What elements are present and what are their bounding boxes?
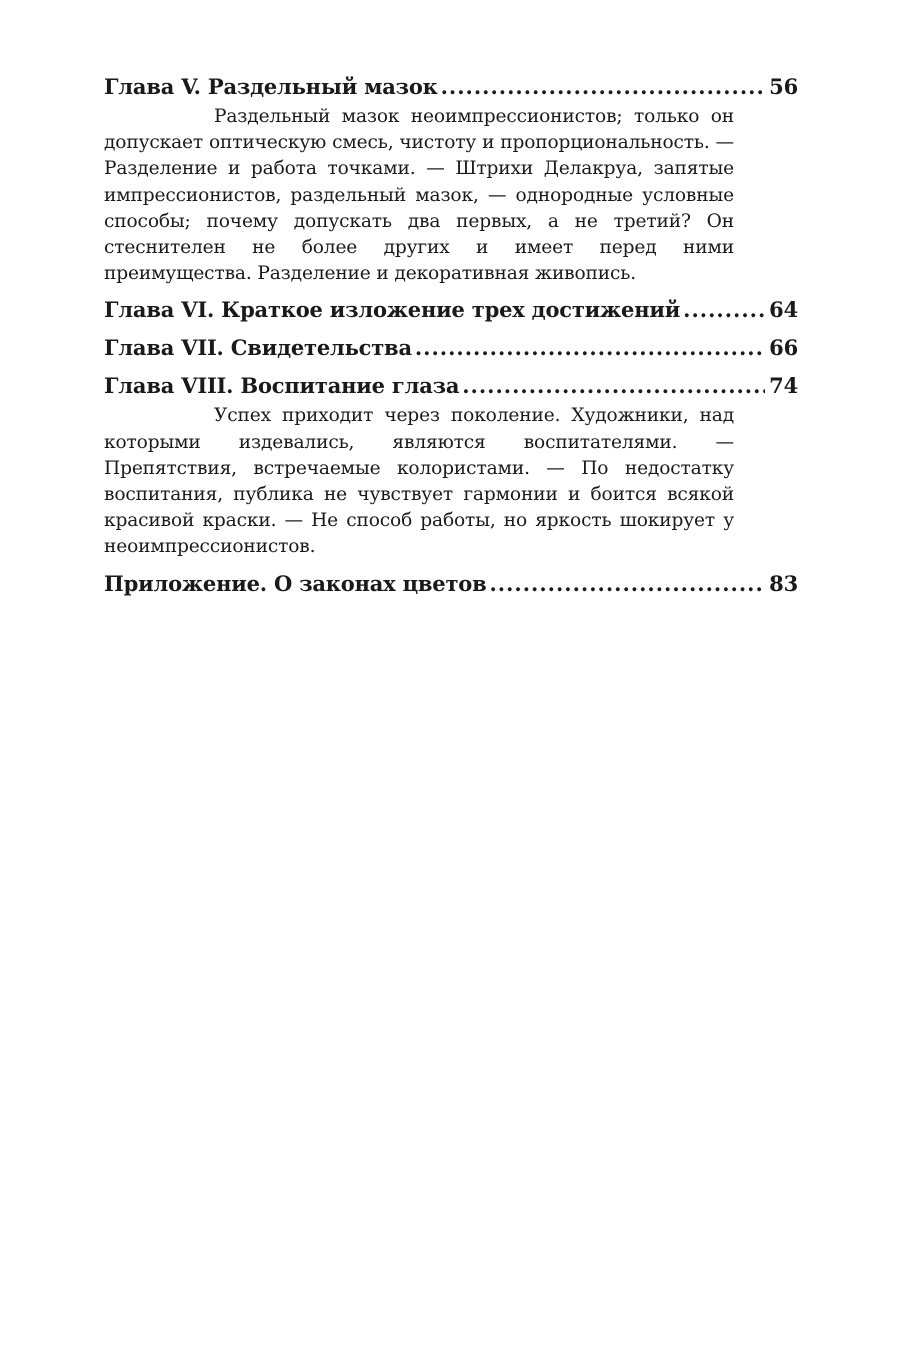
chapter-summary: Успех приходит через поколение. Художники, над которыми издевались, являются воспитателями. — Препятствия, встречаемые колористами. — По недостатку воспитания, публика не чувствует гармонии и боится всякой красивой краски. — Не способ работы, но яркость шокирует у неоимпрессионистов. (104, 405, 734, 558)
page-number: 64 (769, 297, 798, 323)
dot-leader (489, 567, 765, 601)
toc-entry-chapter-7 (104, 331, 798, 365)
toc-entry-heading (104, 70, 798, 104)
chapter-title: Глава VI. Краткое изложение трех достижений (104, 297, 681, 323)
chapter-title: Глава VIII. Воспитание глаза (104, 373, 460, 399)
chapter-title: Глава VII. Свидетельства (104, 335, 412, 361)
chapter-title: Приложение. О законах цветов (104, 570, 487, 596)
page-number: 74 (769, 373, 798, 399)
toc-entry-chapter-5 (104, 70, 798, 287)
toc-entry-heading (104, 369, 798, 403)
page-number: 56 (769, 74, 798, 99)
dot-leader (415, 331, 765, 365)
chapter-summary: Раздельный мазок неоимпрессионистов; только он допускает оптическую смесь, чистоту и пропорциональность. — Разделение и работа точками. — Штрихи Делакруа, запятые импрессионистов, раздельный мазок, — однородные условные способы; почему допускать два первых, а не третий? Он стеснителен не более других и имеет перед ними преимущества. Разделение и декоративная живопись. (104, 106, 734, 285)
toc-entry-heading (104, 293, 798, 327)
toc-entry-appendix (104, 567, 798, 601)
toc-entry-heading (104, 331, 798, 365)
table-of-contents (104, 70, 798, 601)
toc-entry-chapter-6 (104, 293, 798, 327)
page-number: 83 (769, 570, 798, 596)
dot-leader (441, 70, 766, 104)
dot-leader (462, 369, 765, 403)
toc-entry-heading (104, 567, 798, 601)
toc-entry-chapter-8 (104, 369, 798, 560)
page-number: 66 (769, 335, 798, 361)
chapter-title: Глава V. Раздельный мазок (104, 74, 438, 99)
dot-leader (683, 293, 765, 327)
